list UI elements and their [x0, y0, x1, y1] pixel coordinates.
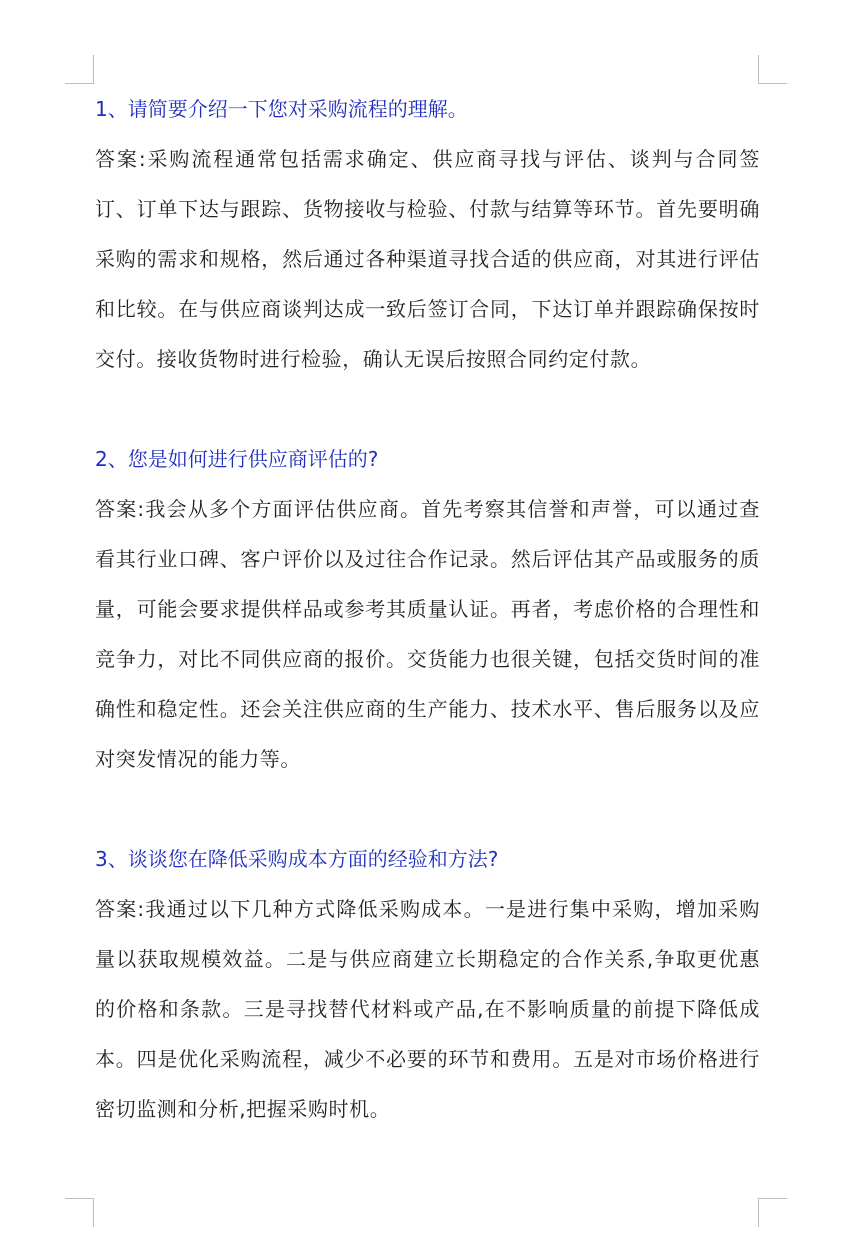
qa-item-2: [95, 434, 760, 784]
crop-mark-top-right: [758, 55, 787, 84]
crop-mark-top-left: [65, 55, 94, 84]
crop-mark-bottom-left: [65, 1198, 94, 1227]
answer-paragraph: 答案:我会从多个方面评估供应商。首先考察其信誉和声誉，可以通过查看其行业口碑、客户评价以及过往合作记录。然后评估其产品或服务的质量，可能会要求提供样品或参考其质量认证。再者，考虑价格的合理性和竞争力，对比不同供应商的报价。交货能力也很关键，包括交货时间的准确性和稳定性。还会关注供应商的生产能力、技术水平、售后服务以及应对突发情况的能力等。: [95, 497, 760, 771]
question-heading: 2、您是如何进行供应商评估的?: [95, 447, 379, 471]
question-heading: 3、谈谈您在降低采购成本方面的经验和方法?: [95, 847, 499, 871]
answer-paragraph: 答案:采购流程通常包括需求确定、供应商寻找与评估、谈判与合同签订、订单下达与跟踪、货物接收与检验、付款与结算等环节。首先要明确采购的需求和规格，然后通过各种渠道寻找合适的供应商，对其进行评估和比较。在与供应商谈判达成一致后签订合同，下达订单并跟踪确保按时交付。接收货物时进行检验，确认无误后按照合同约定付款。: [95, 147, 760, 371]
crop-mark-bottom-right: [758, 1198, 787, 1227]
qa-item-1: [95, 84, 760, 384]
question-heading: 1、请简要介绍一下您对采购流程的理解。: [95, 97, 468, 121]
answer-paragraph: 答案:我通过以下几种方式降低采购成本。一是进行集中采购，增加采购量以获取规模效益。二是与供应商建立长期稳定的合作关系,争取更优惠的价格和条款。三是寻找替代材料或产品,在不影响质量的前提下降低成本。四是优化采购流程，减少不必要的环节和费用。五是对市场价格进行密切监测和分析,把握采购时机。: [95, 897, 760, 1121]
qa-item-3: [95, 834, 760, 1134]
document-body: [95, 84, 760, 1134]
